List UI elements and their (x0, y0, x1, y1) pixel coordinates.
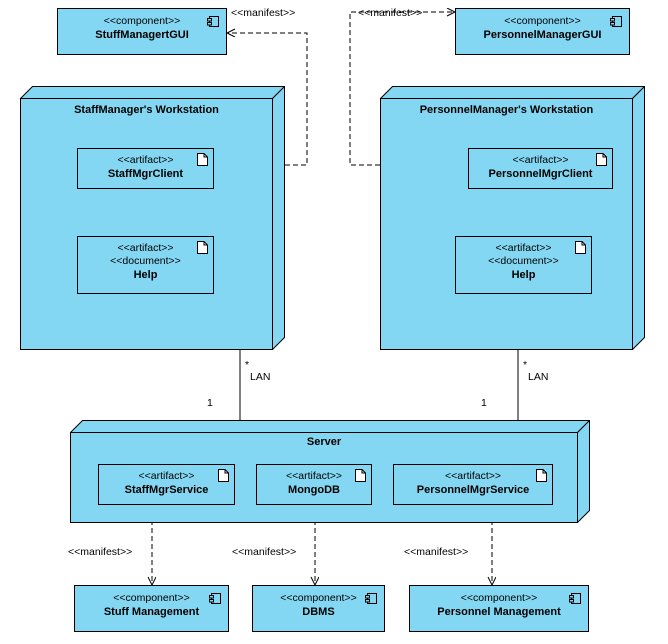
stereotype-label: <<artifact>> (138, 470, 195, 482)
component-dbms[interactable] (252, 585, 385, 632)
stereotype-label: <<component>> (504, 15, 581, 27)
stereotype-label: <<artifact>> (117, 154, 174, 166)
document-icon (197, 153, 208, 166)
node-3d-shape (20, 86, 285, 350)
component-icon (365, 592, 378, 605)
edge-label-manifest-bottom-center: <<manifest>> (232, 546, 297, 558)
artifact-name: Help (133, 269, 158, 281)
stereotype-label: <<component>> (280, 592, 357, 604)
stereotype-label: <<component>> (103, 15, 181, 27)
document-icon (197, 241, 208, 254)
component-name: DBMS (302, 606, 335, 618)
node-3d-shape (380, 86, 645, 350)
artifact-name: PersonnelMgrClient (488, 168, 593, 180)
edge-label-lan-right: LAN (528, 371, 549, 383)
stereotype-label-2: <<document>> (488, 255, 559, 267)
component-icon (610, 15, 623, 28)
stereotype-label: <<component>> (113, 592, 190, 604)
document-icon (596, 153, 607, 166)
edge-label-mult-left-one: 1 (207, 397, 213, 409)
document-icon (536, 469, 547, 482)
edge-label-manifest-bottom-right: <<manifest>> (404, 546, 469, 558)
artifact-mongodb[interactable] (256, 464, 372, 505)
component-icon (207, 15, 220, 28)
stereotype-label-2: <<document>> (110, 255, 181, 267)
artifact-personnel-mgr-client[interactable] (468, 148, 613, 189)
stereotype-label: <<artifact>> (444, 470, 502, 482)
node-staff-workstation[interactable] (20, 86, 285, 350)
component-name: PersonnelManagerGUI (483, 29, 602, 41)
node-title: PersonnelManager's Workstation (419, 104, 594, 116)
node-personnel-workstation[interactable] (380, 86, 645, 350)
document-icon (355, 469, 366, 482)
stereotype-label: <<artifact>> (495, 242, 552, 254)
stereotype-label: <<component>> (460, 592, 538, 604)
document-icon (575, 241, 586, 254)
edge-label-mult-right-star: * (523, 359, 528, 371)
artifact-personnel-help[interactable] (455, 236, 592, 294)
artifact-staff-mgr-service[interactable] (98, 464, 235, 505)
artifact-name: Help (511, 269, 536, 281)
component-icon (209, 592, 222, 605)
edge-label-mult-right-one: 1 (481, 397, 487, 409)
stereotype-label: <<artifact>> (285, 470, 343, 482)
component-name: StuffManagertGUI (95, 29, 189, 41)
edge-label-manifest-bottom-left: <<manifest>> (68, 546, 133, 558)
artifact-name: PersonnelMgrService (416, 484, 530, 496)
node-title: Server (306, 436, 342, 448)
document-icon (218, 469, 229, 482)
edge-label-manifest-top-left: <<manifest>> (231, 7, 296, 19)
artifact-personnel-mgr-service[interactable] (393, 464, 553, 505)
stereotype-label: <<artifact>> (117, 242, 174, 254)
stereotype-label: <<artifact>> (512, 154, 569, 166)
artifact-name: MongoDB (288, 484, 340, 496)
component-stuff-management[interactable] (74, 585, 229, 632)
node-title: StaffManager's Workstation (74, 104, 219, 116)
artifact-staff-help[interactable] (77, 236, 214, 294)
edge-label-mult-left-star: * (245, 359, 250, 371)
artifact-name: StaffMgrClient (107, 168, 184, 180)
component-icon (569, 592, 582, 605)
artifact-staff-mgr-client[interactable] (77, 148, 214, 189)
component-stuff-manager-gui[interactable] (57, 8, 227, 55)
component-personnel-management[interactable] (409, 585, 589, 632)
artifact-name: StaffMgrService (124, 484, 209, 496)
component-name: Stuff Management (103, 606, 200, 618)
edge-label-lan-left: LAN (250, 371, 271, 383)
edge-label-manifest-top-right: <<manifest>> (358, 7, 423, 19)
component-personnel-manager-gui[interactable] (455, 8, 630, 55)
component-name: Personnel Management (437, 606, 561, 618)
